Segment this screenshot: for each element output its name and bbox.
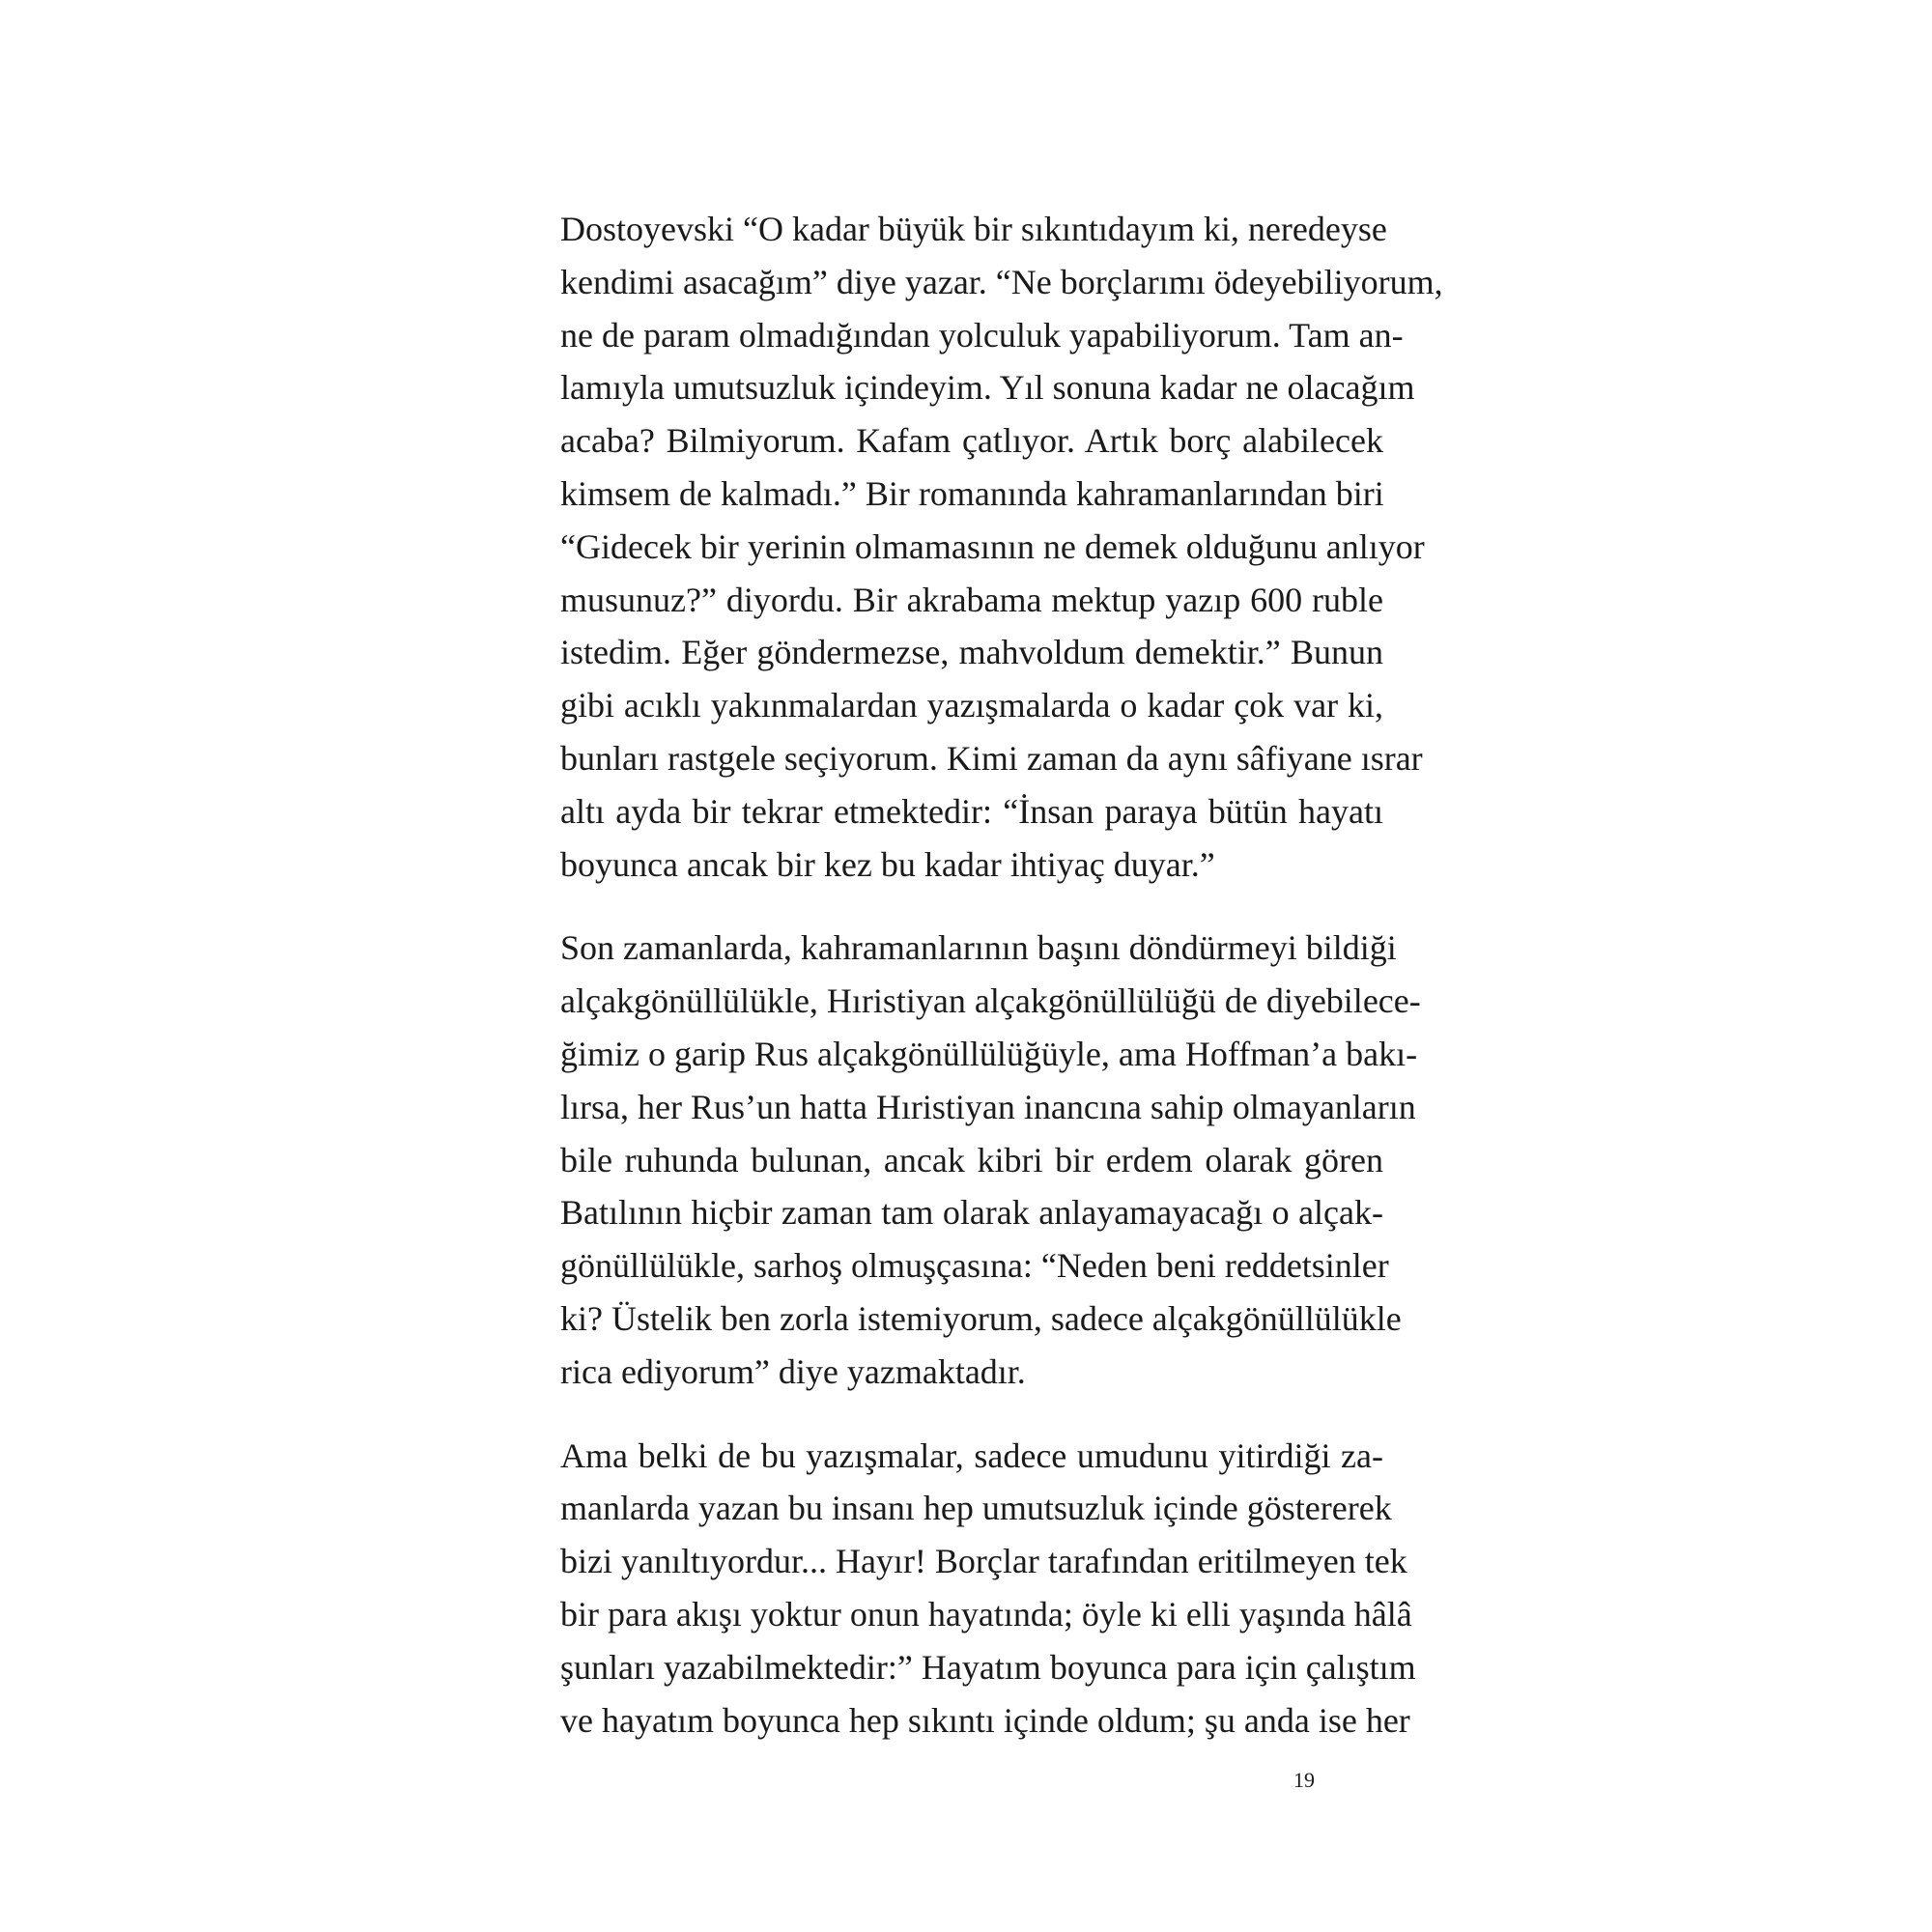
text-line: altı ayda bir tekrar etmektedir: “İnsan paraya bütün hayatı	[560, 791, 1383, 831]
paragraph-gap	[560, 891, 1383, 922]
text-line: ve hayatım boyunca hep sıkıntı içinde oldum; şu anda ise her	[560, 1700, 1410, 1740]
text-line: gibi acıklı yakınmalardan yazışmalarda o kadar çok var ki,	[560, 686, 1383, 725]
text-line: acaba? Bilmiyorum. Kafam çatlıyor. Artık borç alabilecek	[560, 421, 1383, 461]
text-line: Son zamanlarda, kahramanlarının başını döndürmeyi bildiği	[560, 928, 1397, 968]
text-line: Dostoyevski “O kadar büyük bir sıkıntıdayım ki, neredeyse	[560, 210, 1387, 248]
text-line: Batılının hiçbir zaman tam olarak anlayamayacağı o alçak-	[560, 1193, 1383, 1233]
text-line: Ama belki de bu yazışmalar, sadece umudunu yitirdiği za-	[560, 1435, 1383, 1475]
page-number: 19	[1293, 1768, 1315, 1792]
text-line: lırsa, her Rus’un hatta Hıristiyan inancına sahip olmayanların	[560, 1087, 1416, 1126]
paragraph-1	[560, 203, 1443, 891]
text-line: kendimi asacağım” diye yazar. “Ne borçlarımı ödeyebiliyorum,	[560, 262, 1443, 301]
text-line: manlarda yazan bu insanı hep umutsuzluk içinde göstererek	[560, 1489, 1392, 1528]
paragraph-3	[560, 1430, 1416, 1747]
text-line: bizi yanıltıyordur... Hayır! Borçlar tarafından eritilmeyen tek	[560, 1542, 1407, 1581]
text-line: ne de param olmadığından yolculuk yapabiliyorum. Tam an-	[560, 315, 1404, 355]
text-line: bile ruhunda bulunan, ancak kibri bir erdem olarak gören	[560, 1140, 1383, 1179]
text-line: boyunca ancak bir kez bu kadar ihtiyaç duyar.”	[560, 844, 1215, 884]
body-text	[560, 203, 1443, 1747]
text-line: kimsem de kalmadı.” Bir romanında kahramanlarından biri	[560, 473, 1384, 513]
text-line: “Gidecek bir yerinin olmamasının ne demek olduğunu anlıyor	[560, 526, 1425, 566]
text-line: rica ediyorum” diye yazmaktadır.	[560, 1351, 1026, 1391]
paragraph-gap	[560, 1399, 1383, 1430]
text-line: bunları rastgele seçiyorum. Kimi zaman da aynı sâfiyane ısrar	[560, 738, 1423, 778]
text-line: ğimiz o garip Rus alçakgönüllülüğüyle, ama Hoffman’a bakı-	[560, 1034, 1418, 1073]
text-line: istedim. Eğer göndermezse, mahvoldum demektir.” Bunun	[560, 633, 1383, 672]
text-line: ki? Üstelik ben zorla istemiyorum, sadece alçakgönüllülükle	[560, 1298, 1402, 1338]
text-line: gönüllülükle, sarhoş olmuşçasına: “Neden beni reddetsinler	[560, 1246, 1389, 1286]
text-line: lamıyla umutsuzluk içindeyim. Yıl sonuna kadar ne olacağım	[560, 368, 1415, 408]
text-line: alçakgönüllülükle, Hıristiyan alçakgönüllülüğü de diyebilece-	[560, 981, 1421, 1021]
text-line: musunuz?” diyordu. Bir akrabama mektup yazıp 600 ruble	[560, 580, 1383, 619]
text-line: bir para akışı yoktur onun hayatında; öyle ki elli yaşında hâlâ	[560, 1594, 1412, 1634]
paragraph-2	[560, 922, 1421, 1398]
text-line: şunları yazabilmektedir:” Hayatım boyunca para için çalıştım	[560, 1647, 1416, 1687]
